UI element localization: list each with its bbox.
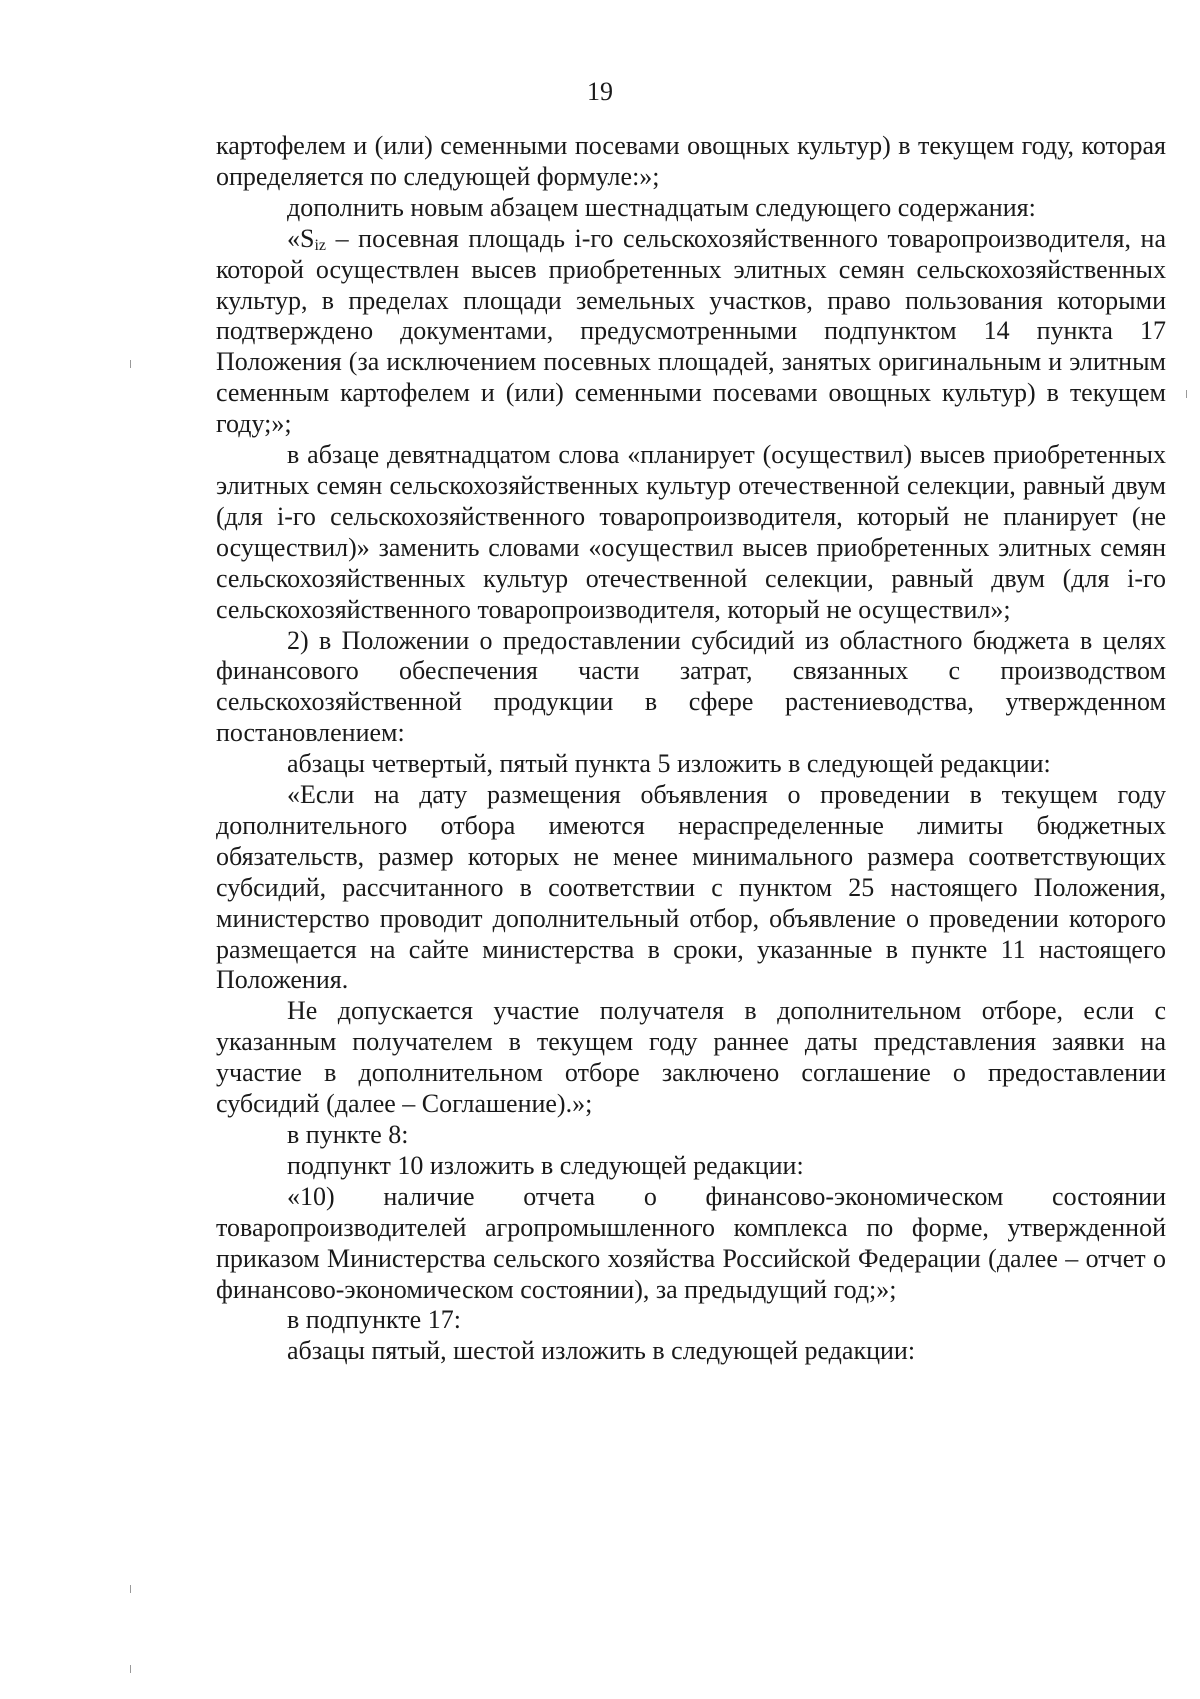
paragraph: в подпункте 17: bbox=[287, 1305, 461, 1335]
document-body bbox=[216, 131, 1166, 1367]
scan-mark bbox=[130, 360, 131, 368]
paragraph: 2) в Положении о предоставлении субсидий из областного бюджета в целях финансового обеспечения части затрат, связанных с производством сельскохозяйственной продукции в сфере растениеводства, утвержденном постановлением: bbox=[216, 625, 1166, 748]
paragraph: в абзаце девятнадцатом слова «планирует (осуществил) высев приобретенных элитных семян сельскохозяйственных культур отечественной селекции, равный двум (для i-го сельскохозяйственного товаропроизводителя, который не планирует (не осуществил)» заменить словами «осуществил высев приобретенных элитных семян сельскохозяйственных культур отечественной селекции, равный двум (для i-го сельскохозяйственного товаропроизводителя, который не осуществил»; bbox=[216, 440, 1166, 624]
paragraph: «10) наличие отчета о финансово-экономическом состоянии товаропроизводителей агропромышленного комплекса по форме, утвержденной приказом Министерства сельского хозяйства Российской Федерации (далее – отчет о финансово-экономическом состоянии), за предыдущий год;»; bbox=[216, 1181, 1166, 1304]
paragraph: «Если на дату размещения объявления о проведении в текущем году дополнительного отбора имеются нераспределенные лимиты бюджетных обязательств, размер которых не менее минимального размера соответствующих субсидий, рассчитанного в соответствии с пунктом 25 настоящего Положения, министерство проводит дополнительный отбор, объявление о проведении которого размещается на сайте министерства в сроки, указанные в пункте 11 настоящего Положения. bbox=[216, 780, 1166, 995]
paragraph: абзацы пятый, шестой изложить в следующей редакции: bbox=[287, 1336, 916, 1366]
scan-mark bbox=[130, 1665, 131, 1673]
page-number: 19 bbox=[587, 77, 613, 106]
paragraph: дополнить новым абзацем шестнадцатым следующего содержания: bbox=[287, 192, 1036, 222]
paragraph: в пункте 8: bbox=[287, 1120, 409, 1149]
paragraph: подпункт 10 изложить в следующей редакции: bbox=[287, 1150, 804, 1180]
paragraph: абзацы четвертый, пятый пункта 5 изложить в следующей редакции: bbox=[287, 749, 1051, 779]
paragraph bbox=[216, 224, 1166, 440]
formula-symbol: «S bbox=[287, 223, 315, 253]
scan-mark bbox=[1186, 390, 1187, 398]
paragraph: Не допускается участие получателя в дополнительном отборе, если с указанным получателем в текущем году раннее даты представления заявки на участие в дополнительном отборе заключено соглашение о предоставлении субсидий (далее – Соглашение).»; bbox=[216, 996, 1166, 1119]
paragraph: картофелем и (или) семенными посевами овощных культур) в текущем году, которая определяется по следующей формуле:»; bbox=[216, 131, 1166, 191]
formula-subscript: iz bbox=[314, 236, 327, 254]
paragraph-text: – посевная площадь i-го сельскохозяйственного товаропроизводителя, на которой осуществлен высев приобретенных элитных семян сельскохозяйственных культур, в пределах площади земельных участков, право пользования которыми подтверждено документами, предусмотренными подпунктом 14 пункта 17 Положения (за исключением посевных площадей, занятых оригинальным и элитным семенным картофелем и (или) семенными посевами овощных культур) в текущем году;»; bbox=[216, 223, 1166, 439]
scan-mark bbox=[130, 1585, 131, 1593]
